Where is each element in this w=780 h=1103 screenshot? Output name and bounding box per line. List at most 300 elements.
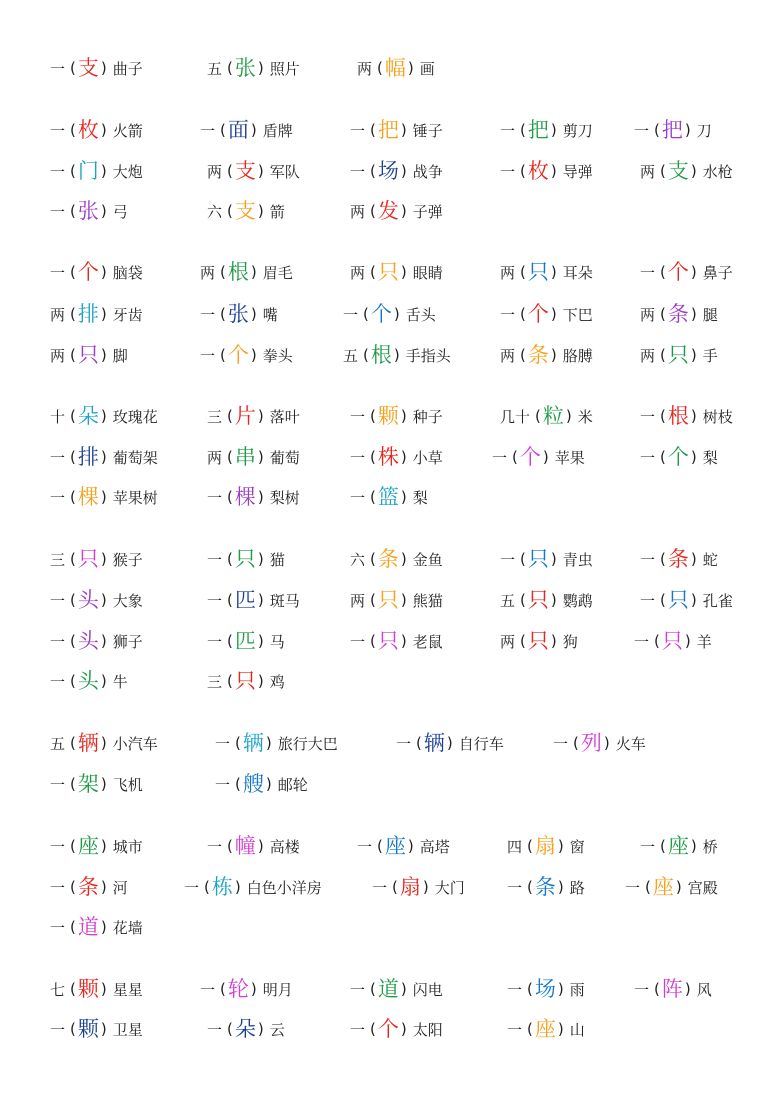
left-paren: (	[535, 407, 541, 425]
measure-word-row	[0, 254, 780, 290]
left-paren: (	[227, 632, 233, 650]
number-word: 一	[500, 162, 516, 181]
left-paren: (	[220, 980, 226, 998]
phrase-item	[207, 479, 300, 515]
right-paren: )	[257, 202, 264, 220]
measure-word: 只	[661, 628, 683, 653]
phrase-item	[640, 582, 733, 618]
right-paren: )	[257, 632, 264, 650]
phrase-item	[343, 296, 436, 332]
measure-word: 阵	[661, 976, 683, 1001]
number-word: 两	[207, 162, 223, 181]
number-word: 一	[634, 632, 650, 651]
noun-word: 旅行大巴	[277, 734, 338, 753]
noun-word: 照片	[269, 59, 300, 78]
number-word: 一	[50, 672, 66, 691]
noun-word: 眉毛	[262, 263, 293, 282]
right-paren: )	[100, 591, 107, 609]
measure-word: 列	[580, 730, 602, 755]
measure-word: 场	[534, 976, 556, 1001]
measure-word: 枚	[77, 117, 99, 142]
number-word: 一	[634, 121, 650, 140]
phrase-item	[640, 828, 718, 864]
phrase-item	[640, 398, 733, 434]
number-word: 两	[350, 591, 366, 610]
right-paren: )	[422, 878, 429, 896]
left-paren: (	[70, 878, 76, 896]
left-paren: (	[370, 1020, 376, 1038]
measure-word: 条	[667, 546, 689, 571]
number-word: 一	[350, 407, 366, 426]
measure-word-row	[0, 398, 780, 434]
right-paren: )	[100, 632, 107, 650]
number-word: 一	[507, 1020, 523, 1039]
phrase-item	[50, 112, 143, 148]
noun-word: 熊猫	[412, 591, 443, 610]
number-word: 一	[640, 837, 656, 856]
left-paren: (	[227, 407, 233, 425]
measure-word: 扇	[399, 874, 421, 899]
measure-word: 头	[77, 628, 99, 653]
right-paren: )	[257, 448, 264, 466]
phrase-item	[50, 971, 143, 1007]
measure-word: 匹	[234, 587, 256, 612]
measure-word-row	[0, 869, 780, 905]
measure-word: 只	[377, 628, 399, 653]
right-paren: )	[690, 550, 697, 568]
number-word: 一	[372, 878, 388, 897]
phrase-item	[207, 193, 285, 229]
left-paren: (	[227, 837, 233, 855]
measure-word-row	[0, 725, 780, 761]
left-paren: (	[660, 305, 666, 323]
right-paren: )	[100, 162, 107, 180]
right-paren: )	[100, 59, 107, 77]
phrase-item	[634, 112, 712, 148]
phrase-item	[207, 439, 300, 475]
noun-word: 小汽车	[112, 734, 158, 753]
noun-word: 牛	[112, 672, 128, 691]
number-word: 五	[50, 734, 66, 753]
right-paren: )	[542, 448, 549, 466]
right-paren: )	[565, 407, 572, 425]
phrase-item	[640, 153, 733, 189]
noun-word: 猴子	[112, 550, 143, 569]
right-paren: )	[675, 878, 682, 896]
right-paren: )	[690, 162, 697, 180]
measure-word: 颗	[377, 403, 399, 428]
left-paren: (	[370, 550, 376, 568]
noun-word: 葡萄	[269, 448, 300, 467]
number-word: 五	[500, 591, 516, 610]
measure-word-row	[0, 112, 780, 148]
left-paren: (	[660, 591, 666, 609]
measure-word: 只	[527, 587, 549, 612]
right-paren: )	[257, 550, 264, 568]
noun-word: 斑马	[269, 591, 300, 610]
measure-word: 条	[377, 546, 399, 571]
measure-word: 辆	[423, 730, 445, 755]
right-paren: )	[100, 837, 107, 855]
noun-word: 火箭	[112, 121, 143, 140]
number-word: 一	[207, 550, 223, 569]
number-word: 一	[50, 918, 66, 937]
noun-word: 火车	[615, 734, 646, 753]
measure-word: 粒	[542, 403, 564, 428]
left-paren: (	[220, 263, 226, 281]
phrase-item	[200, 971, 293, 1007]
right-paren: )	[100, 550, 107, 568]
measure-word: 棵	[234, 484, 256, 509]
number-word: 一	[200, 980, 216, 999]
left-paren: (	[70, 775, 76, 793]
left-paren: (	[70, 407, 76, 425]
number-word: 两	[50, 346, 66, 365]
measure-word: 排	[77, 301, 99, 326]
phrase-item	[500, 623, 578, 659]
left-paren: (	[70, 550, 76, 568]
measure-word: 座	[652, 874, 674, 899]
phrase-item	[625, 869, 718, 905]
noun-word: 蛇	[702, 550, 718, 569]
phrase-item	[343, 337, 451, 373]
left-paren: (	[204, 878, 210, 896]
phrase-item	[50, 582, 143, 618]
right-paren: )	[100, 305, 107, 323]
right-paren: )	[100, 407, 107, 425]
noun-word: 苹果	[554, 448, 585, 467]
left-paren: (	[520, 263, 526, 281]
left-paren: (	[370, 263, 376, 281]
measure-word: 幢	[234, 833, 256, 858]
left-paren: (	[70, 837, 76, 855]
phrase-item	[207, 1011, 285, 1047]
noun-word: 嘴	[262, 305, 278, 324]
phrase-item	[357, 50, 435, 86]
measure-word-row	[0, 909, 780, 945]
right-paren: )	[400, 632, 407, 650]
measure-word: 个	[667, 259, 689, 284]
left-paren: (	[370, 632, 376, 650]
measure-word: 只	[527, 546, 549, 571]
right-paren: )	[100, 672, 107, 690]
phrase-item	[207, 541, 285, 577]
right-paren: )	[690, 407, 697, 425]
noun-word: 猫	[269, 550, 285, 569]
number-word: 一	[507, 878, 523, 897]
noun-word: 胳膊	[562, 346, 593, 365]
noun-word: 脑袋	[112, 263, 143, 282]
right-paren: )	[100, 980, 107, 998]
right-paren: )	[100, 448, 107, 466]
number-word: 两	[640, 346, 656, 365]
left-paren: (	[527, 837, 533, 855]
measure-word: 只	[377, 259, 399, 284]
noun-word: 梨	[702, 448, 718, 467]
right-paren: )	[557, 1020, 564, 1038]
number-word: 两	[640, 162, 656, 181]
number-word: 两	[357, 59, 373, 78]
measure-word: 头	[77, 668, 99, 693]
phrase-item	[350, 153, 443, 189]
right-paren: )	[400, 1020, 407, 1038]
right-paren: )	[250, 263, 257, 281]
measure-word: 场	[377, 158, 399, 183]
number-word: 一	[640, 591, 656, 610]
phrase-item	[50, 869, 128, 905]
measure-word: 只	[77, 342, 99, 367]
measure-word: 根	[370, 342, 392, 367]
number-word: 一	[500, 305, 516, 324]
number-word: 一	[350, 448, 366, 467]
right-paren: )	[690, 448, 697, 466]
number-word: 两	[500, 632, 516, 651]
left-paren: (	[520, 632, 526, 650]
number-word: 三	[50, 550, 66, 569]
measure-word: 棵	[77, 484, 99, 509]
left-paren: (	[370, 980, 376, 998]
left-paren: (	[227, 448, 233, 466]
right-paren: )	[250, 121, 257, 139]
measure-word-row	[0, 828, 780, 864]
noun-word: 闪电	[412, 980, 443, 999]
noun-word: 明月	[262, 980, 293, 999]
left-paren: (	[70, 918, 76, 936]
measure-word: 面	[227, 117, 249, 142]
measure-word: 架	[77, 771, 99, 796]
phrase-item	[507, 1011, 585, 1047]
number-word: 五	[207, 59, 223, 78]
right-paren: )	[400, 202, 407, 220]
measure-word: 条	[77, 874, 99, 899]
number-word: 一	[184, 878, 200, 897]
measure-word: 扇	[534, 833, 556, 858]
noun-word: 脚	[112, 346, 128, 365]
right-paren: )	[690, 346, 697, 364]
phrase-item	[507, 869, 585, 905]
measure-word: 把	[527, 117, 549, 142]
left-paren: (	[70, 591, 76, 609]
number-word: 一	[207, 632, 223, 651]
noun-word: 山	[569, 1020, 585, 1039]
phrase-item	[553, 725, 646, 761]
number-word: 一	[215, 775, 231, 794]
left-paren: (	[227, 591, 233, 609]
right-paren: )	[257, 407, 264, 425]
number-word: 一	[553, 734, 569, 753]
phrase-item	[396, 725, 504, 761]
phrase-item	[50, 623, 143, 659]
number-word: 两	[50, 305, 66, 324]
measure-word: 只	[234, 546, 256, 571]
left-paren: (	[235, 775, 241, 793]
right-paren: )	[250, 980, 257, 998]
phrase-item	[500, 337, 593, 373]
noun-word: 羊	[696, 632, 712, 651]
right-paren: )	[100, 734, 107, 752]
measure-word: 只	[234, 668, 256, 693]
measure-word: 座	[667, 833, 689, 858]
number-word: 四	[507, 837, 523, 856]
measure-word: 座	[77, 833, 99, 858]
left-paren: (	[660, 263, 666, 281]
number-word: 七	[50, 980, 66, 999]
measure-word: 张	[227, 301, 249, 326]
noun-word: 梨	[412, 488, 428, 507]
measure-word: 只	[667, 587, 689, 612]
right-paren: )	[690, 263, 697, 281]
noun-word: 宫殿	[687, 878, 718, 897]
measure-word: 支	[234, 158, 256, 183]
measure-word: 个	[377, 1016, 399, 1041]
noun-word: 玫瑰花	[112, 407, 158, 426]
measure-word: 个	[519, 444, 541, 469]
measure-word-row	[0, 971, 780, 1007]
noun-word: 落叶	[269, 407, 300, 426]
number-word: 六	[350, 550, 366, 569]
noun-word: 小草	[412, 448, 443, 467]
measure-word: 支	[667, 158, 689, 183]
left-paren: (	[660, 346, 666, 364]
noun-word: 盾牌	[262, 121, 293, 140]
right-paren: )	[100, 263, 107, 281]
phrase-item	[500, 296, 593, 332]
phrase-item	[350, 541, 443, 577]
number-word: 一	[492, 448, 508, 467]
measure-word: 株	[377, 444, 399, 469]
right-paren: )	[100, 488, 107, 506]
measure-word: 片	[234, 403, 256, 428]
noun-word: 种子	[412, 407, 443, 426]
number-word: 几十	[500, 407, 531, 426]
phrase-item	[50, 1011, 143, 1047]
right-paren: )	[684, 121, 691, 139]
noun-word: 手指头	[405, 346, 451, 365]
right-paren: )	[400, 162, 407, 180]
noun-word: 雨	[569, 980, 585, 999]
phrase-item	[357, 828, 450, 864]
right-paren: )	[100, 121, 107, 139]
number-word: 两	[350, 202, 366, 221]
number-word: 两	[500, 263, 516, 282]
noun-word: 鼻子	[702, 263, 733, 282]
measure-word: 只	[377, 587, 399, 612]
number-word: 一	[350, 632, 366, 651]
measure-word: 只	[667, 342, 689, 367]
measure-word: 张	[234, 55, 256, 80]
phrase-item	[207, 398, 300, 434]
measure-word: 把	[377, 117, 399, 142]
left-paren: (	[70, 263, 76, 281]
noun-word: 高楼	[269, 837, 300, 856]
phrase-item	[507, 828, 585, 864]
noun-word: 老鼠	[412, 632, 443, 651]
right-paren: )	[550, 162, 557, 180]
phrase-item	[207, 582, 300, 618]
noun-word: 军队	[269, 162, 300, 181]
left-paren: (	[645, 878, 651, 896]
noun-word: 眼睛	[412, 263, 443, 282]
noun-word: 花墙	[112, 918, 143, 937]
right-paren: )	[446, 734, 453, 752]
left-paren: (	[70, 632, 76, 650]
number-word: 一	[640, 550, 656, 569]
left-paren: (	[370, 407, 376, 425]
right-paren: )	[100, 202, 107, 220]
noun-word: 白色小洋房	[246, 878, 322, 897]
number-word: 一	[215, 734, 231, 753]
right-paren: )	[100, 1020, 107, 1038]
number-word: 一	[50, 632, 66, 651]
number-word: 一	[50, 202, 66, 221]
phrase-item	[207, 50, 300, 86]
left-paren: (	[654, 632, 660, 650]
phrase-item	[50, 766, 143, 802]
left-paren: (	[70, 59, 76, 77]
measure-word-row	[0, 623, 780, 659]
measure-word: 个	[527, 301, 549, 326]
phrase-item	[50, 541, 143, 577]
right-paren: )	[100, 878, 107, 896]
left-paren: (	[227, 1020, 233, 1038]
noun-word: 苹果树	[112, 488, 158, 507]
noun-word: 下巴	[562, 305, 593, 324]
left-paren: (	[227, 59, 233, 77]
right-paren: )	[400, 121, 407, 139]
measure-word: 个	[370, 301, 392, 326]
measure-word-row	[0, 337, 780, 373]
noun-word: 锤子	[412, 121, 443, 140]
left-paren: (	[70, 488, 76, 506]
measure-word: 座	[384, 833, 406, 858]
noun-word: 狮子	[112, 632, 143, 651]
measure-word: 串	[234, 444, 256, 469]
left-paren: (	[660, 162, 666, 180]
noun-word: 弓	[112, 202, 128, 221]
noun-word: 孔雀	[702, 591, 733, 610]
left-paren: (	[70, 1020, 76, 1038]
number-word: 一	[50, 59, 66, 78]
left-paren: (	[527, 980, 533, 998]
right-paren: )	[400, 550, 407, 568]
left-paren: (	[654, 980, 660, 998]
left-paren: (	[660, 448, 666, 466]
measure-word: 排	[77, 444, 99, 469]
noun-word: 飞机	[112, 775, 143, 794]
noun-word: 子弹	[412, 202, 443, 221]
left-paren: (	[573, 734, 579, 752]
noun-word: 云	[269, 1020, 285, 1039]
phrase-item	[634, 971, 712, 1007]
measure-word: 根	[227, 259, 249, 284]
number-word: 一	[50, 162, 66, 181]
measure-word-row	[0, 766, 780, 802]
measure-word: 张	[77, 198, 99, 223]
left-paren: (	[520, 346, 526, 364]
phrase-item	[215, 766, 308, 802]
number-word: 一	[350, 1020, 366, 1039]
measure-word: 朵	[234, 1016, 256, 1041]
phrase-item	[500, 541, 593, 577]
number-word: 三	[207, 672, 223, 691]
phrase-item	[200, 112, 293, 148]
measure-word-row	[0, 50, 780, 86]
noun-word: 耳朵	[562, 263, 593, 282]
right-paren: )	[557, 878, 564, 896]
phrase-item	[350, 479, 428, 515]
noun-word: 城市	[112, 837, 143, 856]
noun-word: 葡萄架	[112, 448, 158, 467]
